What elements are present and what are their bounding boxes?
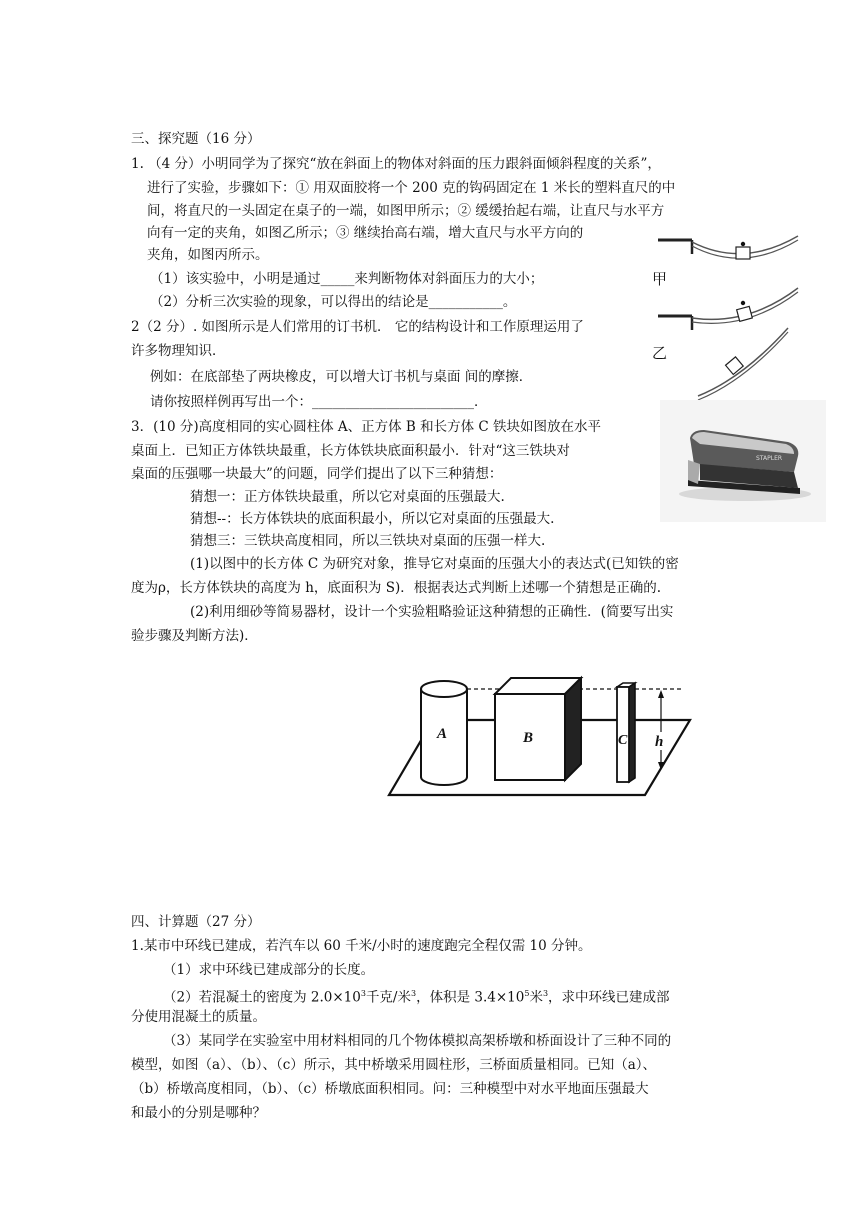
section-4-heading: 四、计算题（27 分） bbox=[131, 914, 261, 930]
q3-line1: 3．(10 分)高度相同的实心圆柱体 A、正方体 B 和长方体 C 铁块如图放在水平 bbox=[131, 419, 602, 435]
s4-q1-sub3-b: 模型，如图（a）、（b）、（c）所示，其中桥墩采用圆柱形，三桥面质量相同。已知（a）、 bbox=[131, 1057, 657, 1073]
blocks-figure bbox=[385, 670, 695, 802]
label-jia: 甲 bbox=[652, 272, 668, 288]
q1-line3: 间，将直尺的一头固定在桌子的一端，如图甲所示；② 缓缓抬起右端，让直尺与水平方 bbox=[147, 203, 665, 219]
q2-line2: 许多物理知识． bbox=[131, 343, 226, 359]
q1-line2: 进行了实验，步骤如下：① 用双面胶将一个 200 克的钩码固定在 1 米长的塑料直尺的中 bbox=[147, 180, 676, 196]
q3-part2-a: (2)利用细砂等简易器材，设计一个实验粗略验证这种猜想的正确性．(简要写出实 bbox=[190, 604, 674, 620]
s4-q1-sub3-a: （3）某同学在实验室中用材料相同的几个物体模拟高架桥墩和桥面设计了三种不同的 bbox=[163, 1033, 672, 1049]
s4-q1-sub2: （2）若混凝土的密度为 $2.0\times 10^3$千克/米$^3$，体积是 $3.4\times 10^5$米$^3$，求中环线已建成部 bbox=[163, 989, 670, 1006]
weight-yi bbox=[737, 306, 753, 321]
s4-q1-sub3-c: （b）桥墩高度相同，（b）、（c）桥墩底面积相同。问：三种模型中对水平地面压强最大 bbox=[131, 1081, 649, 1097]
s4-q1-sub2-b: 分使用混凝土的质量。 bbox=[131, 1009, 266, 1025]
cube-side bbox=[565, 678, 581, 780]
label-C: C bbox=[618, 733, 628, 748]
q1-line5: 夹角，如图丙所示。 bbox=[147, 247, 269, 263]
q3-line3: 桌面的压强哪一块最大”的问题，同学们提出了以下三种猜想： bbox=[131, 466, 503, 482]
label-B: B bbox=[523, 730, 534, 746]
stapler-image bbox=[660, 400, 826, 522]
section-3-heading: 三、探究题（16 分） bbox=[131, 131, 261, 147]
incline-figures bbox=[648, 228, 804, 408]
s4-q1-line1: 1.某市中环线已建成，若汽车以 60 千米/小时的速度跑完全程仅需 10 分钟。 bbox=[131, 938, 592, 954]
svg-text:STAPLER: STAPLER bbox=[756, 455, 783, 462]
q2-example: 例如：在底部垫了两块橡皮，可以增大订书机与桌面 间的摩擦． bbox=[150, 369, 533, 385]
q3-guess3: 猜想三：三铁块高度相同，所以三铁块对桌面的压强一样大. bbox=[190, 533, 546, 549]
weight-jia bbox=[736, 247, 750, 259]
s4-q1-sub1: （1）求中环线已建成部分的长度。 bbox=[163, 962, 375, 978]
q3-guess1: 猜想一：正方体铁块最重，所以它对桌面的压强最大. bbox=[190, 489, 505, 505]
q3-part2-b: 验步骤及判断方法)． bbox=[131, 628, 258, 644]
q1-sub2: （2）分析三次实验的现象，可以得出的结论是___________。 bbox=[150, 294, 517, 310]
q3-line2: 桌面上．已知正方体铁块最重，长方体铁块底面积最小．针对“这三铁块对 bbox=[131, 443, 570, 459]
s4-q1-sub3-d: 和最小的分别是哪种？ bbox=[131, 1105, 266, 1121]
cylinder-top bbox=[421, 681, 467, 697]
q2-line1: 2（2 分）. 如图所示是人们常用的订书机． 它的结构设计和工作原理运用了 bbox=[131, 319, 584, 335]
q1-line1: 1. （4 分）小明同学为了探究“放在斜面上的物体对斜面的压力跟斜面倾斜程度的关系”， bbox=[131, 156, 661, 172]
label-A: A bbox=[437, 726, 448, 742]
q3-part1-a: (1)以图中的长方体 C 为研究对象，推导它对桌面的压强大小的表达式(已知铁的密 bbox=[190, 556, 679, 572]
q3-guess2: 猜想--：长方体铁块的底面积最小，所以它对桌面的压强最大. bbox=[190, 511, 555, 527]
ruler-bing bbox=[698, 328, 788, 396]
label-yi: 乙 bbox=[652, 346, 668, 362]
q1-sub1: （1）该实验中，小明是通过_____来判断物体对斜面压力的大小； bbox=[150, 271, 544, 287]
q2-prompt: 请你按照样例再写出一个：________________________． bbox=[150, 394, 488, 410]
label-h: h bbox=[655, 734, 664, 750]
q3-part1-b: 度为ρ，长方体铁块的高度为 h，底面积为 S)．根据表达式判断上述哪一个猜想是正确的. bbox=[131, 580, 662, 596]
q1-line4: 向有一定的夹角，如图乙所示；③ 继续抬高右端，增大直尺与水平方向的 bbox=[147, 225, 584, 241]
